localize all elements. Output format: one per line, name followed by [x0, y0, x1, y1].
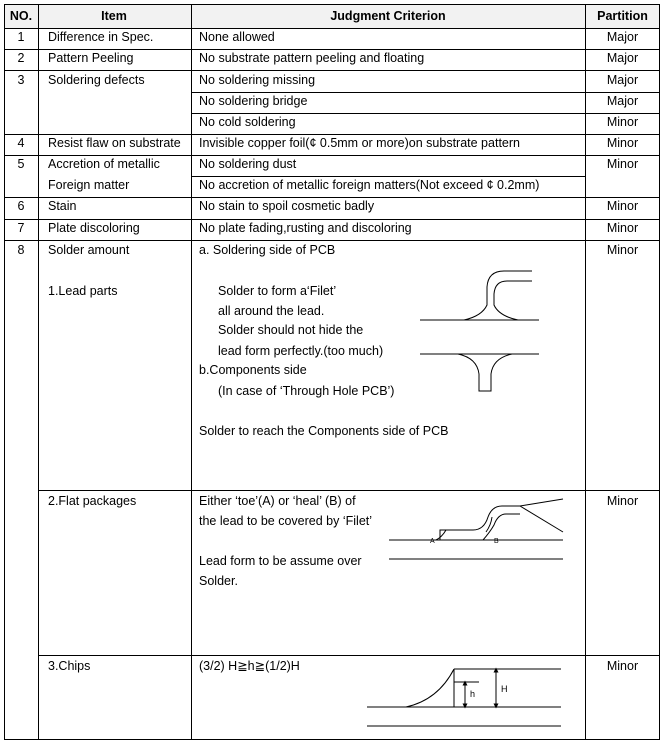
column-divider-no [38, 4, 39, 740]
row-3-partition-3: Minor [606, 115, 639, 129]
row-7-item: Plate discoloring [48, 221, 140, 235]
header-criterion: Judgment Criterion [330, 9, 446, 23]
lead-parts-diagram [419, 266, 549, 396]
header-partition: Partition [597, 9, 648, 23]
row-divider [4, 70, 660, 71]
lead-parts-label: 1.Lead parts [48, 284, 118, 298]
lead-parts-line-1: a. Soldering side of PCB [199, 243, 336, 257]
row-4-no: 4 [17, 136, 25, 150]
row-4-criterion: Invisible copper foil(¢ 0.5mm or more)on substrate pattern [199, 136, 520, 150]
row-1-partition: Major [606, 30, 639, 44]
row-5-item-line-2: Foreign matter [48, 178, 130, 192]
sub-row-divider [38, 655, 660, 656]
row-divider [4, 28, 660, 29]
row-3-partition-1: Major [606, 73, 639, 87]
row-4-item: Resist flaw on substrate [48, 136, 181, 150]
row-2-criterion: No substrate pattern peeling and floating [199, 51, 425, 65]
row-6-criterion: No stain to spoil cosmetic badly [199, 199, 375, 213]
sub-row-divider [191, 92, 660, 93]
lead-parts-line-3: all around the lead. [218, 304, 325, 318]
row-3-partition-2: Major [606, 94, 639, 108]
flat-packages-line-1: Either ‘toe’(A) or ‘heal’ (B) of [199, 494, 356, 508]
inspection-criteria-table [4, 4, 660, 740]
flat-packages-line-3: Lead form to be assume over [199, 554, 362, 568]
chips-partition: Minor [606, 659, 639, 673]
column-divider-criterion [585, 4, 586, 740]
row-2-partition: Major [606, 51, 639, 65]
sub-row-divider [191, 113, 660, 114]
row-8-partition: Minor [606, 243, 639, 257]
table-border-bottom [4, 739, 660, 740]
lead-parts-line-5: lead form perfectly.(too much) [218, 344, 384, 358]
row-3-criterion-2: No soldering bridge [199, 94, 308, 108]
row-divider [4, 155, 660, 156]
row-1-no: 1 [17, 30, 25, 44]
row-1-criterion: None allowed [199, 30, 275, 44]
lead-parts-line-7: (In case of ‘Through Hole PCB’) [218, 384, 395, 398]
flat-packages-line-2: the lead to be covered by ‘Filet’ [199, 514, 373, 528]
row-6-no: 6 [17, 199, 25, 213]
label-h-small: h [470, 689, 476, 699]
sub-row-divider [38, 490, 660, 491]
row-7-criterion: No plate fading,rusting and discoloring [199, 221, 412, 235]
lead-parts-line-6: b.Components side [199, 363, 307, 377]
label-h-big: H [501, 684, 508, 694]
row-5-criterion-2: No accretion of metallic foreign matters(Not exceed ¢ 0.2mm) [199, 178, 540, 192]
lead-parts-line-2: Solder to form a‘Filet’ [218, 284, 337, 298]
row-7-partition: Minor [606, 221, 639, 235]
row-5-partition: Minor [606, 157, 639, 171]
row-divider [4, 240, 660, 241]
row-5-no: 5 [17, 157, 25, 171]
row-divider [4, 197, 660, 198]
row-4-partition: Minor [606, 136, 639, 150]
row-1-item: Difference in Spec. [48, 30, 154, 44]
row-divider [4, 49, 660, 50]
row-3-criterion-3: No cold soldering [199, 115, 296, 129]
header-item: Item [101, 9, 127, 23]
lead-parts-line-4: Solder should not hide the [218, 323, 364, 337]
sub-row-divider [191, 176, 585, 177]
table-border-top [4, 4, 660, 5]
row-7-no: 7 [17, 221, 25, 235]
lead-parts-line-8: Solder to reach the Components side of PCB [199, 424, 449, 438]
flat-packages-diagram [388, 499, 568, 569]
row-3-no: 3 [17, 73, 25, 87]
table-border-left [4, 4, 5, 740]
row-divider [4, 134, 660, 135]
flat-packages-line-4: Solder. [199, 574, 238, 588]
table-border-right [659, 4, 660, 740]
chips-label: 3.Chips [48, 659, 91, 673]
row-8-item: Solder amount [48, 243, 130, 257]
row-5-item: Accretion of metallic [48, 157, 160, 171]
row-2-item: Pattern Peeling [48, 51, 134, 65]
chips-diagram [366, 664, 566, 734]
row-6-partition: Minor [606, 199, 639, 213]
row-8-no: 8 [17, 243, 25, 257]
row-6-item: Stain [48, 199, 77, 213]
label-a: A [430, 538, 435, 545]
flat-packages-partition: Minor [606, 494, 639, 508]
row-2-no: 2 [17, 51, 25, 65]
row-divider [4, 219, 660, 220]
header-no: NO. [9, 9, 33, 23]
row-3-criterion-1: No soldering missing [199, 73, 316, 87]
chips-formula: (3/2) H≧h≧(1/2)H [199, 659, 300, 673]
column-divider-item [191, 4, 192, 740]
row-3-item: Soldering defects [48, 73, 145, 87]
label-b: B [494, 538, 499, 545]
row-5-criterion-1: No soldering dust [199, 157, 297, 171]
flat-packages-label: 2.Flat packages [48, 494, 137, 508]
